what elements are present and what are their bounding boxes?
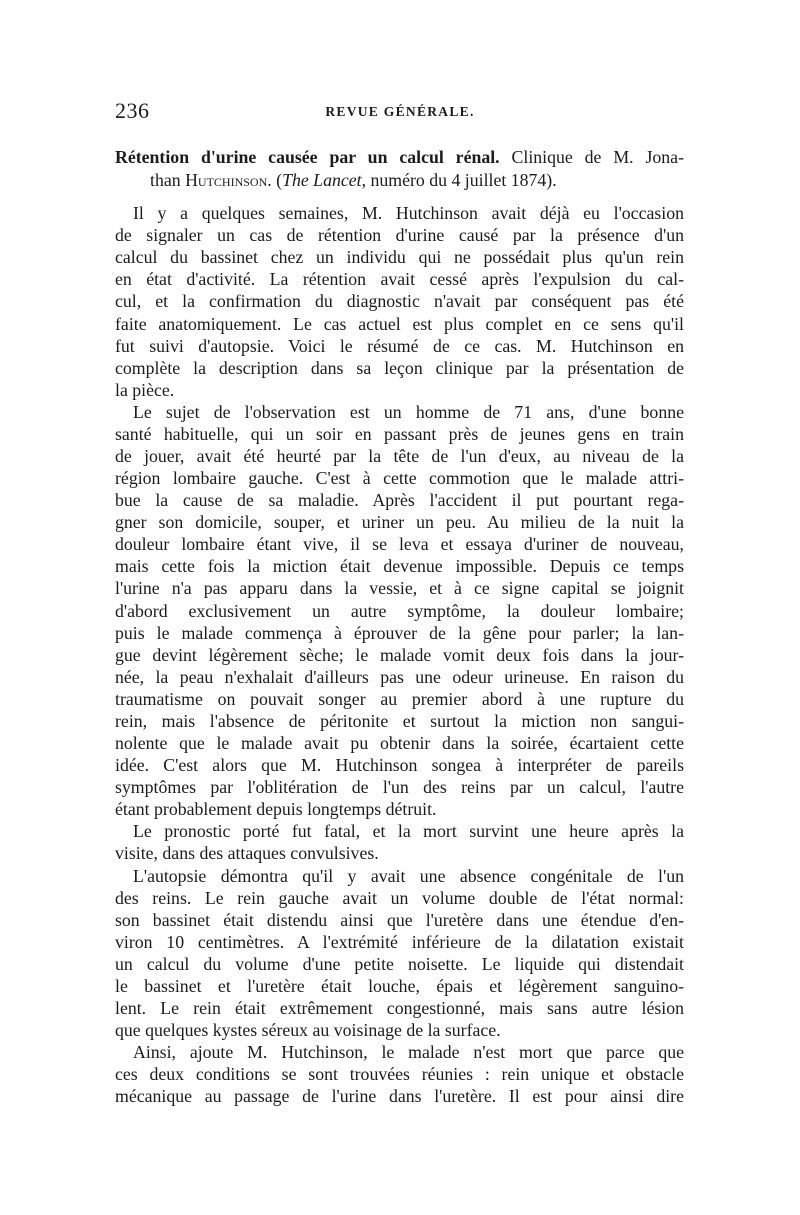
running-head: REVUE GÉNÉRALE. <box>325 104 475 119</box>
text-line: fut suivi d'autopsie. Voici le résumé de ce cas. M. Hutchinson en <box>115 336 684 356</box>
text-line: santé habituelle, qui un soir en passant près de jeunes gens en train <box>115 424 684 444</box>
text-line: Ainsi, ajoute M. Hutchinson, le malade n'est mort que parce que <box>133 1042 684 1062</box>
article-heading-line-1 <box>115 146 684 168</box>
text-line: traumatisme on pouvait songer au premier abord à une rupture du <box>115 689 684 709</box>
text-line: la pièce. <box>115 380 175 400</box>
text-line: bue la cause de sa maladie. Après l'accident il put pourtant rega- <box>115 490 684 510</box>
text-line: Le sujet de l'observation est un homme de 71 ans, d'une bonne <box>133 402 684 422</box>
text-line: l'urine n'a pas apparu dans la vessie, et à ce signe capital se joignit <box>115 578 684 598</box>
text-line: idée. C'est alors que M. Hutchinson songea à interpréter de pareils <box>115 755 684 775</box>
text-line: mécanique au passage de l'urine dans l'uretère. Il est pour ainsi dire <box>115 1086 684 1106</box>
text-line: ces deux conditions se sont trouvées réunies : rein unique et obstacle <box>115 1064 684 1084</box>
text-line: d'abord exclusivement un autre symptôme, la douleur lombaire; <box>115 601 684 621</box>
text-line: nolente que le malade avait pu obtenir dans la soirée, écartaient cette <box>115 733 684 753</box>
text-line: de signaler un cas de rétention d'urine causé par la présence d'un <box>115 225 684 245</box>
journal-name: The Lancet <box>282 170 362 190</box>
text-line: visite, dans des attaques convulsives. <box>115 843 379 863</box>
text-line: faite anatomiquement. Le cas actuel est plus complet en ce sens qu'il <box>115 314 684 334</box>
text-line: que quelques kystes séreux au voisinage de la surface. <box>115 1020 501 1040</box>
text-line: en état d'activité. La rétention avait cessé après l'expulsion du cal- <box>115 269 684 289</box>
article-heading-line-2: than Hutchinson. (The Lancet, numéro du 4 juillet 1874). <box>150 170 557 190</box>
text-line: de jouer, avait été heurté par la tête de l'un d'eux, au niveau de la <box>115 446 684 466</box>
text-line: un calcul du volume d'une petite noisette. Le liquide qui distendait <box>115 954 684 974</box>
text-line: gue devint légèrement sèche; le malade vomit deux fois dans la jour- <box>115 645 684 665</box>
text-line: complète la description dans sa leçon clinique par la présentation de <box>115 358 684 378</box>
text-line: rein, mais l'absence de péritonite et surtout la miction non sangui- <box>115 711 684 731</box>
page-header <box>115 98 685 124</box>
text-line: née, la peau n'exhalait d'ailleurs pas une odeur urineuse. En raison du <box>115 667 684 687</box>
text-line: Il y a quelques semaines, M. Hutchinson avait déjà eu l'occasion <box>133 203 684 223</box>
text-line: des reins. Le rein gauche avait un volume double de l'état normal: <box>115 888 684 908</box>
text-line: Le pronostic porté fut fatal, et la mort survint une heure après la <box>133 821 684 841</box>
text-line: son bassinet était distendu ainsi que l'uretère dans une étendue d'en- <box>115 910 684 930</box>
text-line: viron 10 centimètres. A l'extrémité inférieure de la dilatation existait <box>115 932 684 952</box>
article-heading-rest: Clinique de M. Jona- <box>511 147 684 167</box>
text-line: cul, et la confirmation du diagnostic n'avait par conséquent pas été <box>115 291 684 311</box>
text-line: gner son domicile, souper, et uriner un peu. Au milieu de la nuit la <box>115 512 684 532</box>
text-line: calcul du bassinet chez un individu qui ne possédait plus qu'un rein <box>115 247 684 267</box>
page-number: 236 <box>115 98 150 123</box>
text-line: L'autopsie démontra qu'il y avait une absence congénitale de l'un <box>133 866 684 886</box>
text-line: puis le malade commença à éprouver de la gêne pour parler; la lan- <box>115 623 684 643</box>
article-author: Hutchinson. <box>185 170 272 190</box>
text-line: le bassinet et l'uretère était louche, épais et légèrement sanguino- <box>115 976 684 996</box>
text-line: lent. Le rein était extrêmement congestionné, mais sans autre lésion <box>115 998 684 1018</box>
text-line: étant probablement depuis longtemps détruit. <box>115 799 437 819</box>
article-title: Rétention d'urine causée par un calcul rénal. <box>115 147 500 167</box>
text-line: douleur lombaire étant vive, il se leva et essaya d'uriner de nouveau, <box>115 534 684 554</box>
text-line: région lombaire gauche. C'est à cette commotion que le malade attri- <box>115 468 684 488</box>
text-line: mais cette fois la miction était devenue impossible. Depuis ce temps <box>115 556 684 576</box>
text-line: symptômes par l'oblitération de l'un des reins par un calcul, l'autre <box>115 777 684 797</box>
